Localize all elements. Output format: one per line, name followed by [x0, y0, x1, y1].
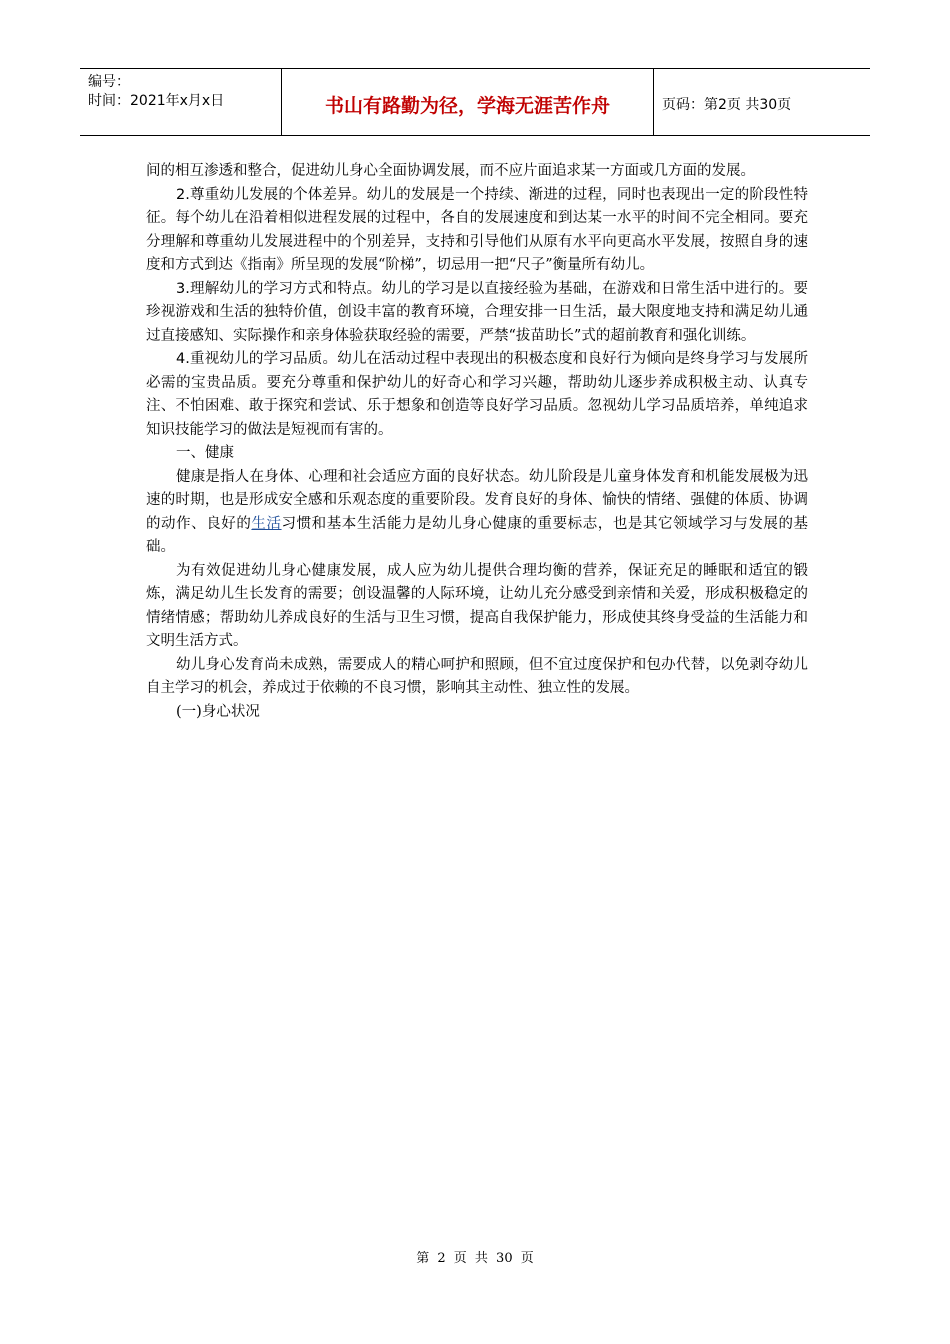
paragraph-text: 理解幼儿的学习方式和特点。幼儿的学习是以直接经验为基础，在游戏和日常生活中进行的。要珍视游戏和生活的独特价值，创设丰富的教育环境，合理安排一日生活，最大限度地支持和满足幼儿通过直接感知、实际操作和亲身体验获取经验的需要，严禁“拔苗助长”式的超前教育和强化训练。	[146, 280, 808, 344]
page-header	[80, 68, 870, 136]
paragraph-text: 尊重幼儿发展的个体差异。幼儿的发展是一个持续、渐进的过程，同时也表现出一定的阶段性特征。每个幼儿在沿着相似进程发展的过程中，各自的发展速度和到达某一水平的时间不完全相同。要充分理解和尊重幼儿发展进程中的个别差异，支持和引导他们从原有水平向更高水平发展，按照自身的速度和方式到达《指南》所呈现的发展“阶梯”，切忌用一把“尺子”衡量所有幼儿。	[146, 186, 808, 273]
paragraph-learning-style	[146, 278, 808, 349]
page-footer: 第 2 页 共 30 页	[416, 1251, 534, 1266]
document-date: 时间：2021年x月x日	[88, 93, 225, 109]
paragraph-overprotection: 幼儿身心发育尚未成熟，需要成人的精心呵护和照顾，但不宜过度保护和包办代替，以免剥夺幼儿自主学习的机会，养成过于依赖的不良习惯，影响其主动性、独立性的发展。	[146, 656, 808, 696]
section-heading-health: 一、健康	[176, 445, 234, 461]
paragraph-text: 习惯和基本生活能力是幼儿身心健康的重要标志，也是其它领域学习与发展的基础。	[146, 515, 809, 555]
document-body	[146, 160, 808, 724]
subsection-heading-physical-mental: (一)身心状况	[176, 703, 260, 720]
paragraph-text: 重视幼儿的学习品质。幼儿在活动过程中表现出的积极态度和良好行为倾向是终身学习与发展所必需的宝贵品质。要充分尊重和保护幼儿的好奇心和学习兴趣，帮助幼儿逐步养成积极主动、认真专注、不怕困难、敢于探究和尝试、乐于想象和创造等良好学习品质。忽视幼儿学习品质培养，单纯追求知识技能学习的做法是短视而有害的。	[146, 351, 808, 438]
paragraph-continuation: 间的相互渗透和整合，促进幼儿身心全面协调发展，而不应片面追求某一方面或几方面的发展。	[146, 163, 755, 179]
paragraph-text: 健康是指人在身体、心理和社会适应方面的良好状态。幼儿阶段是儿童身体发育和机能发展极为迅速的时期，也是形成安全感和乐观态度的重要阶段。发育良好的身体、愉快的情绪、强健的体质、协调的动作、良好的	[146, 468, 808, 532]
document-number-label: 编号：	[88, 74, 130, 90]
header-motto: 书山有路勤为径，学海无涯苦作舟	[282, 69, 654, 135]
list-number: 2.	[176, 186, 190, 203]
paragraph-health-promotion: 为有效促进幼儿身心健康发展，成人应为幼儿提供合理均衡的营养，保证充足的睡眠和适宜的锻炼，满足幼儿生长发育的需要；创设温馨的人际环境，让幼儿充分感受到亲情和关爱，形成积极稳定的情绪情感；帮助幼儿养成良好的生活与卫生习惯，提高自我保护能力，形成使其终身受益的生活能力和文明生活方式。	[146, 562, 808, 649]
list-number: 3.	[176, 280, 190, 297]
header-meta	[80, 69, 282, 135]
header-page-info: 页码：第2页 共30页	[662, 97, 792, 113]
paragraph-individual-differences	[146, 184, 808, 278]
life-link[interactable]: 生活	[251, 515, 282, 532]
list-number: 4.	[176, 351, 190, 367]
paragraph-health-definition	[146, 466, 808, 560]
paragraph-learning-quality	[146, 348, 808, 442]
